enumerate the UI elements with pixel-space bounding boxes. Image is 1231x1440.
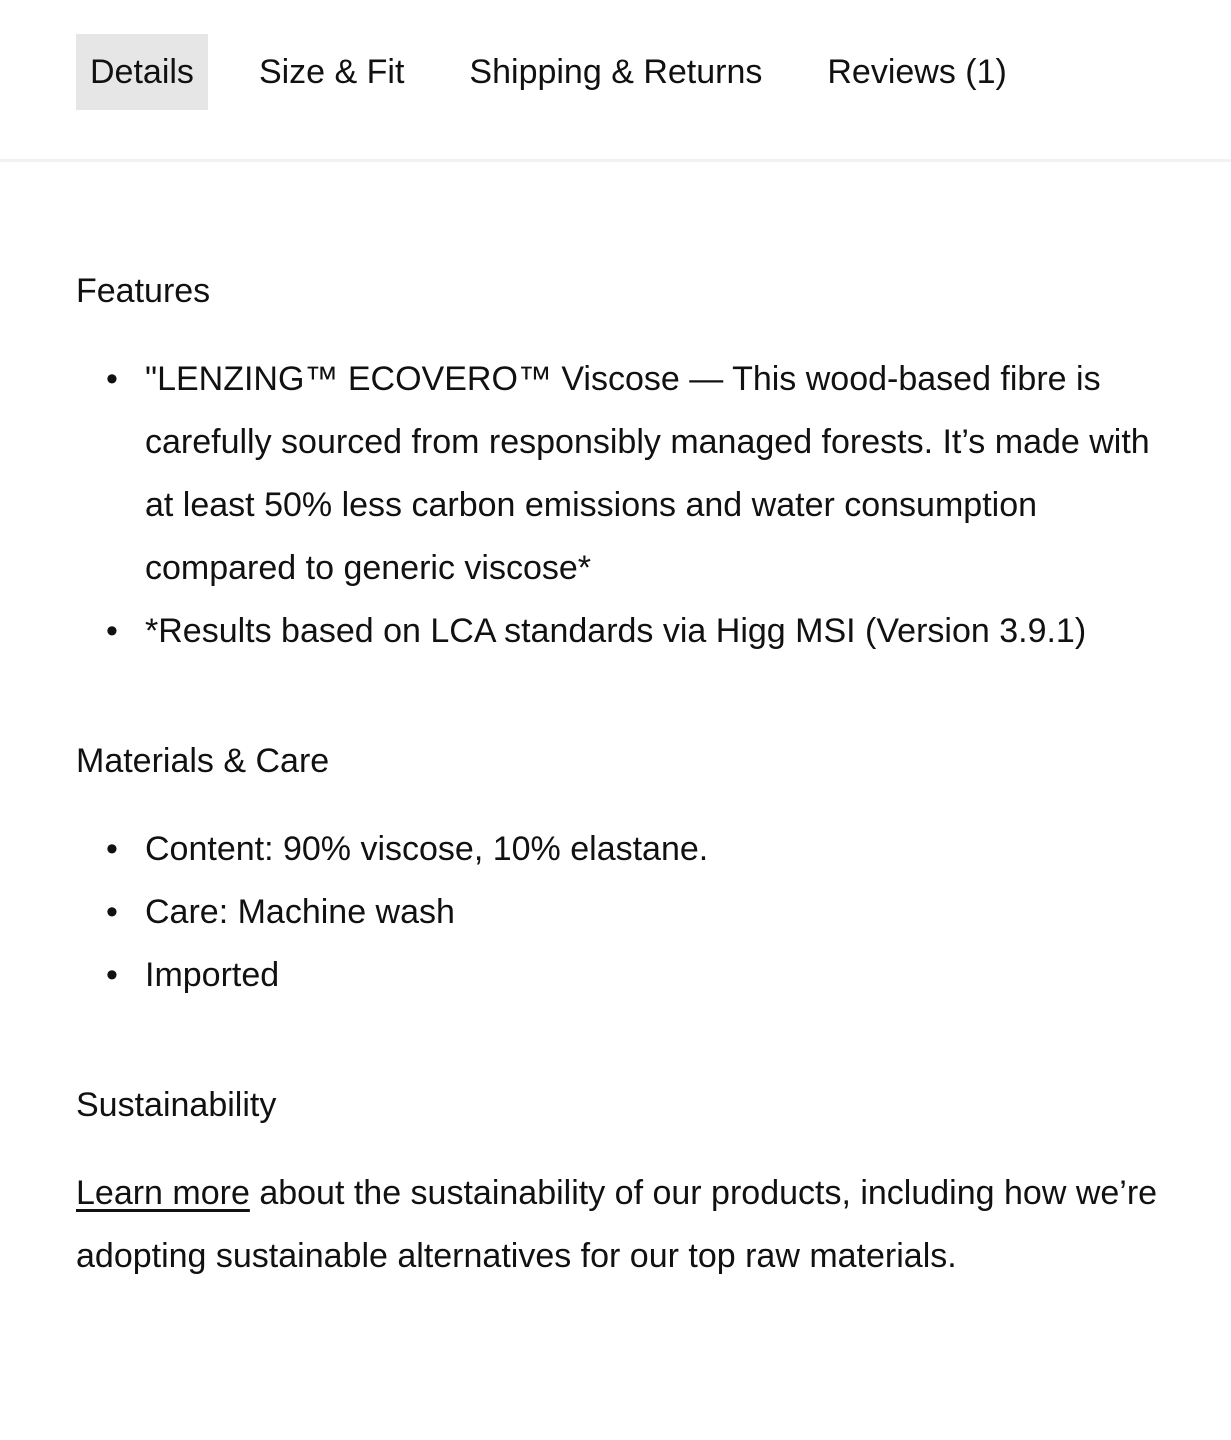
sustainability-section [76, 1074, 1166, 1288]
tab-shipping-returns[interactable]: Shipping & Returns [469, 53, 763, 91]
list-item [76, 881, 1166, 944]
list-item-text: "LENZING™ ECOVERO™ Viscose — This wood-based fibre is carefully sourced from responsibly managed forests. It’s made with at least 50% less carbon emissions and water consumption compared to generic viscose* [145, 360, 1150, 587]
tab-reviews[interactable]: Reviews (1) [827, 53, 1007, 91]
tab-size-fit[interactable]: Size & Fit [258, 53, 405, 91]
sustainability-text [76, 1162, 1166, 1288]
list-item-text: Content: 90% viscose, 10% elastane. [145, 830, 709, 868]
materials-heading: Materials & Care [76, 742, 330, 780]
materials-section [76, 730, 1166, 1007]
features-section [76, 260, 1166, 663]
features-list [76, 348, 1166, 663]
bullet-icon: • [106, 830, 118, 868]
list-item [76, 818, 1166, 881]
features-heading: Features [76, 272, 211, 310]
bullet-icon: • [106, 893, 118, 931]
sustainability-body: about the sustainability of our products, including how we’re adopting sustainable alternatives for our top raw materials. [76, 1174, 1158, 1275]
sustainability-heading: Sustainability [76, 1086, 277, 1124]
tab-details[interactable]: Details [76, 34, 208, 110]
learn-more-link[interactable]: Learn more [76, 1174, 250, 1212]
list-item [76, 348, 1166, 600]
bullet-icon: • [106, 612, 118, 650]
materials-list [76, 818, 1166, 1007]
bullet-icon: • [106, 956, 118, 994]
list-item [76, 944, 1166, 1007]
list-item [76, 600, 1166, 663]
list-item-text: *Results based on LCA standards via Higg MSI (Version 3.9.1) [145, 612, 1087, 650]
list-item-text: Care: Machine wash [145, 893, 455, 931]
list-item-text: Imported [145, 956, 280, 994]
bullet-icon: • [106, 360, 118, 398]
tab-divider [0, 159, 1231, 162]
details-panel [76, 260, 1166, 1355]
tab-bar [76, 34, 1058, 110]
